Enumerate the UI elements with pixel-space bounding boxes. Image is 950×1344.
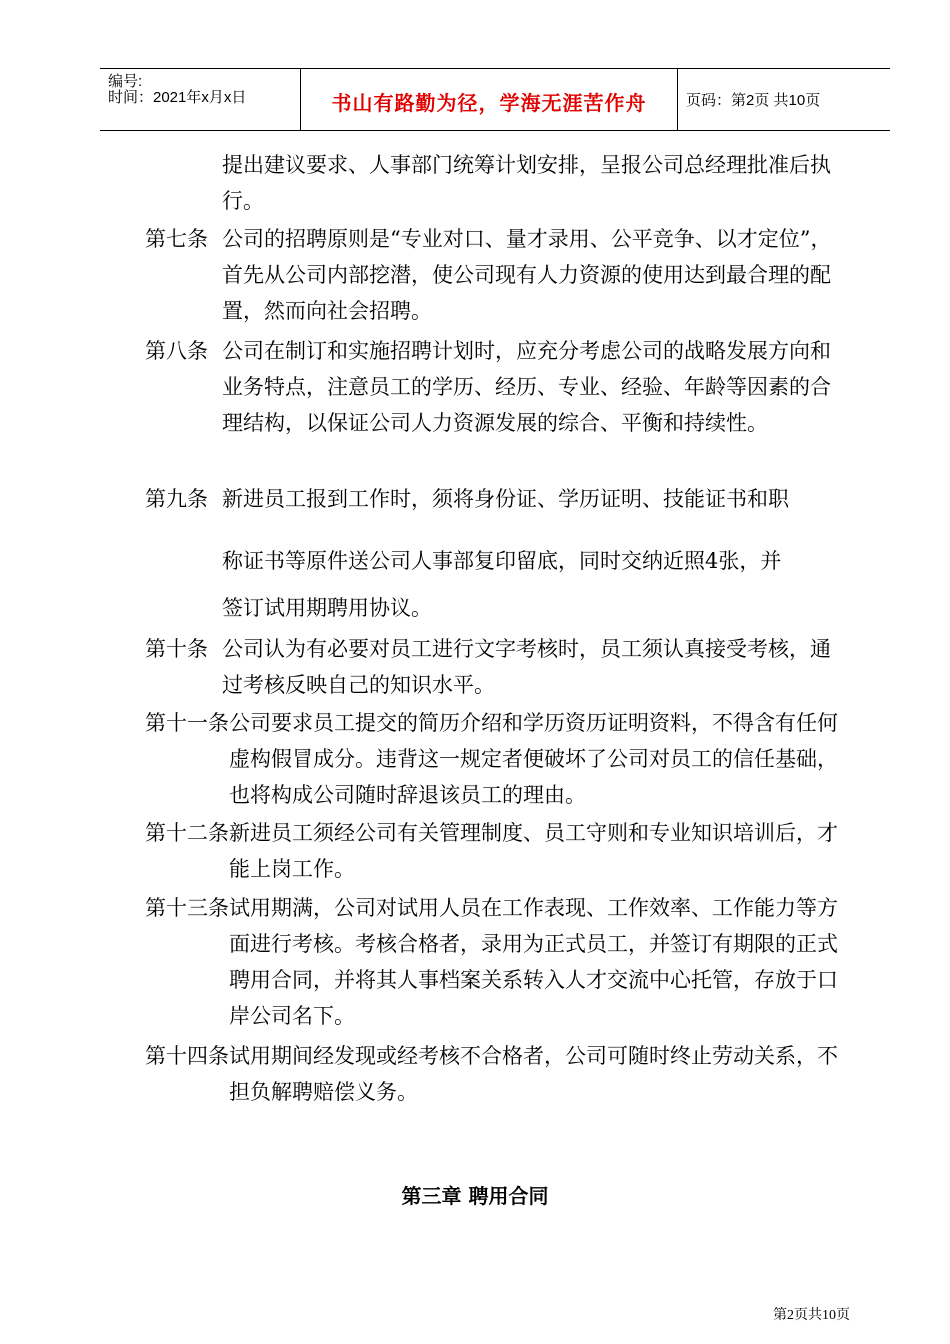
article-10-text: 公司认为有必要对员工进行文字考核时，员工须认真接受考核，通过考核反映自己的知识水平。 [222, 637, 831, 697]
article-9-line-3-block [145, 590, 850, 626]
page-header [100, 68, 890, 131]
article-13 [145, 890, 850, 1034]
article-13-text: 试用期满，公司对试用人员在工作表现、工作效率、工作能力等方面进行考核。考核合格者，录用为正式员工，并签订有期限的正式聘用合同，并将其人事档案关系转入人才交流中心托管，存放于口岸公司名下。 [229, 896, 838, 1028]
article-7 [145, 221, 850, 329]
article-10 [145, 631, 850, 703]
article-8-label: 第八条 [145, 339, 208, 363]
article-9 [145, 481, 850, 517]
article-9-line-2: 称证书等原件送公司人事部复印留底，同时交纳近照4张，并 [222, 549, 782, 573]
article-9-line-2-block [145, 543, 850, 579]
article-9-line-3: 签订试用期聘用协议。 [222, 596, 432, 620]
article-9-line-1: 新进员工报到工作时，须将身份证、学历证明、技能证书和职 [222, 487, 789, 511]
article-6-continuation [145, 147, 850, 219]
header-meta [100, 69, 300, 130]
article-9-label: 第九条 [145, 487, 208, 511]
article-12-label: 第十二条 [145, 821, 229, 845]
chapter-title: 第三章 聘用合同 [401, 1184, 549, 1208]
article-11-label: 第十一条 [145, 711, 229, 735]
article-13-label: 第十三条 [145, 896, 229, 920]
header-page-number: 页码：第2页 共10页 [686, 92, 821, 109]
article-12-text: 新进员工须经公司有关管理制度、员工守则和专业知识培训后，才能上岗工作。 [229, 821, 838, 881]
article-14-text: 试用期间经发现或经考核不合格者，公司可随时终止劳动关系，不担负解聘赔偿义务。 [229, 1044, 838, 1104]
header-motto: 书山有路勤为径，学海无涯苦作舟 [331, 91, 647, 115]
page-footer: 第2页共10页 [773, 1308, 850, 1323]
header-motto-cell [300, 69, 678, 130]
article-7-text: 公司的招聘原则是“专业对口、量才录用、公平竞争、以才定位”，首先从公司内部挖潜，使公司现有人力资源的使用达到最合理的配置，然而向社会招聘。 [222, 227, 832, 323]
article-11-text: 公司要求员工提交的简历介绍和学历资历证明资料，不得含有任何虚构假冒成分。违背这一规定者便破坏了公司对员工的信任基础，也将构成公司随时辞退该员工的理由。 [229, 711, 838, 807]
article-8-text: 公司在制订和实施招聘计划时，应充分考虑公司的战略发展方向和业务特点，注意员工的学历、经历、专业、经验、年龄等因素的合理结构，以保证公司人力资源发展的综合、平衡和持续性。 [222, 339, 831, 435]
article-12 [145, 815, 850, 887]
document-date-label: 时间：2021年x月x日 [108, 89, 247, 106]
header-page-cell [686, 69, 890, 130]
article-10-label: 第十条 [145, 637, 208, 661]
article-6-text: 提出建议要求、人事部门统筹计划安排，呈报公司总经理批准后执行。 [222, 153, 831, 213]
document-number-label: 编号: [108, 73, 143, 90]
article-14 [145, 1038, 850, 1110]
article-7-label: 第七条 [145, 227, 208, 251]
article-11 [145, 705, 850, 813]
article-8 [145, 333, 850, 441]
article-14-label: 第十四条 [145, 1044, 229, 1068]
